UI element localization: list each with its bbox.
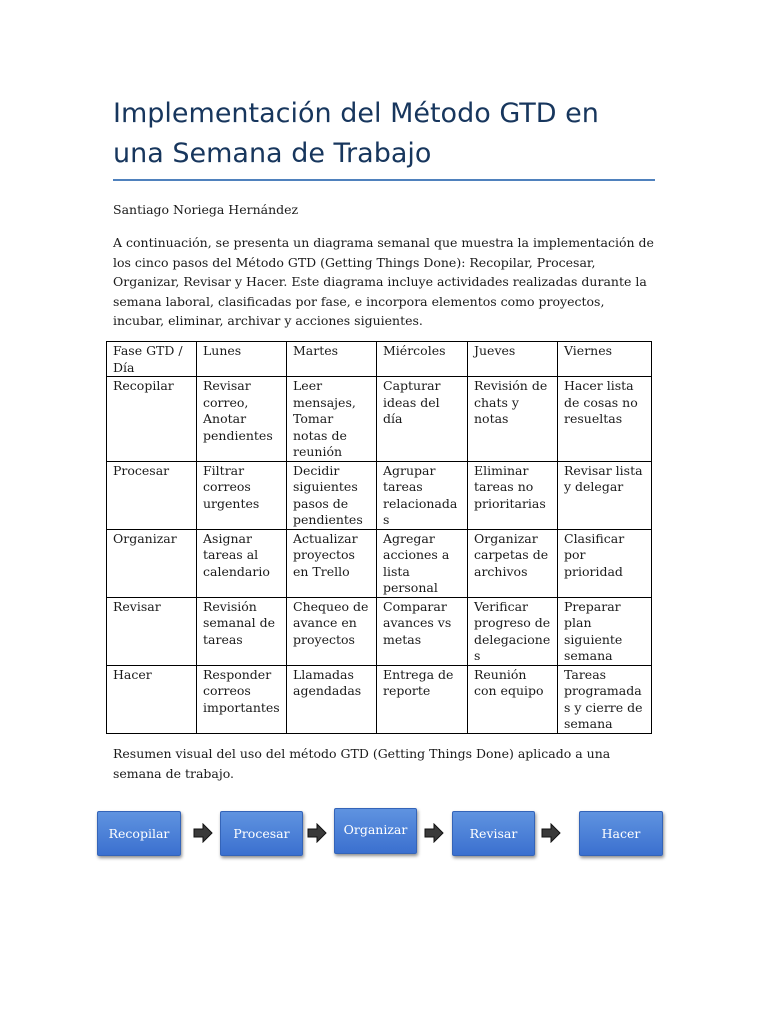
table-header-cell: Viernes (558, 342, 652, 377)
flow-step-label: Organizar (343, 822, 408, 837)
table-cell: Hacer lista de cosas no resueltas (558, 377, 652, 462)
gtd-weekly-table (106, 341, 652, 734)
flow-step-recopilar: Recopilar (97, 811, 181, 856)
table-row (107, 597, 652, 665)
table-header-cell: Martes (287, 342, 377, 377)
table-header-cell: Lunes (197, 342, 287, 377)
table-cell: Verificar progreso de delegaciones (468, 597, 558, 665)
table-cell: Clasificar por prioridad (558, 529, 652, 597)
intro-paragraph: A continuación, se presenta un diagrama semanal que muestra la implementación de los cinco pasos del Método GTD (Getting Things Done): Recopilar, Procesar, Organizar, Revisar y Hacer. Este diagrama incluye actividades realizadas durante la semana laboral, clasificadas por fase, e incorpora elementos como proyectos, incubar, eliminar, archivar y acciones siguientes. (113, 235, 654, 328)
table-cell: Asignar tareas al calendario (197, 529, 287, 597)
right-arrow-icon (424, 823, 444, 843)
table-cell: Leer mensajes, Tomar notas de reunión (287, 377, 377, 462)
table-cell: Revisar correo, Anotar pendientes (197, 377, 287, 462)
table-cell: Filtrar correos urgentes (197, 461, 287, 529)
table-cell: Entrega de reporte (377, 665, 468, 733)
table-row (107, 529, 652, 597)
table-cell-phase: Organizar (107, 529, 197, 597)
table-row (107, 377, 652, 462)
table-header-cell: Fase GTD / Día (107, 342, 197, 377)
table-cell: Eliminar tareas no prioritarias (468, 461, 558, 529)
table-cell: Decidir siguientes pasos de pendientes (287, 461, 377, 529)
title-underline (113, 179, 655, 181)
document-title: Implementación del Método GTD en una Semana de Trabajo (113, 98, 599, 169)
table-cell: Agregar acciones a lista personal (377, 529, 468, 597)
table-cell: Actualizar proyectos en Trello (287, 529, 377, 597)
right-arrow-icon (541, 823, 561, 843)
flow-step-hacer: Hacer (579, 811, 663, 856)
table-cell: Revisar lista y delegar (558, 461, 652, 529)
table-cell: Agrupar tareas relacionadas (377, 461, 468, 529)
table-cell: Revisión semanal de tareas (197, 597, 287, 665)
table-cell: Llamadas agendadas (287, 665, 377, 733)
right-arrow-icon (307, 823, 327, 843)
table-cell-phase: Revisar (107, 597, 197, 665)
table-header-cell: Miércoles (377, 342, 468, 377)
table-cell: Capturar ideas del día (377, 377, 468, 462)
table-cell-phase: Hacer (107, 665, 197, 733)
table-cell-phase: Procesar (107, 461, 197, 529)
table-cell: Reunión con equipo (468, 665, 558, 733)
table-cell: Revisión de chats y notas (468, 377, 558, 462)
flow-step-revisar: Revisar (452, 811, 535, 856)
summary-paragraph: Resumen visual del uso del método GTD (Getting Things Done) aplicado a una semana de trabajo. (113, 746, 611, 781)
flow-step-procesar: Procesar (220, 811, 303, 856)
table-header-cell: Jueves (468, 342, 558, 377)
table-row (107, 461, 652, 529)
right-arrow-icon (193, 823, 213, 843)
table-cell-phase: Recopilar (107, 377, 197, 462)
table-cell: Organizar carpetas de archivos (468, 529, 558, 597)
table-cell: Chequeo de avance en proyectos (287, 597, 377, 665)
table-cell: Preparar plan siguiente semana (558, 597, 652, 665)
table-cell: Responder correos importantes (197, 665, 287, 733)
table-row (107, 665, 652, 733)
table-cell: Comparar avances vs metas (377, 597, 468, 665)
flow-step-organizar (334, 808, 417, 854)
table-cell: Tareas programadas y cierre de semana (558, 665, 652, 733)
author-name: Santiago Noriega Hernández (113, 202, 299, 217)
table-header-row (107, 342, 652, 377)
